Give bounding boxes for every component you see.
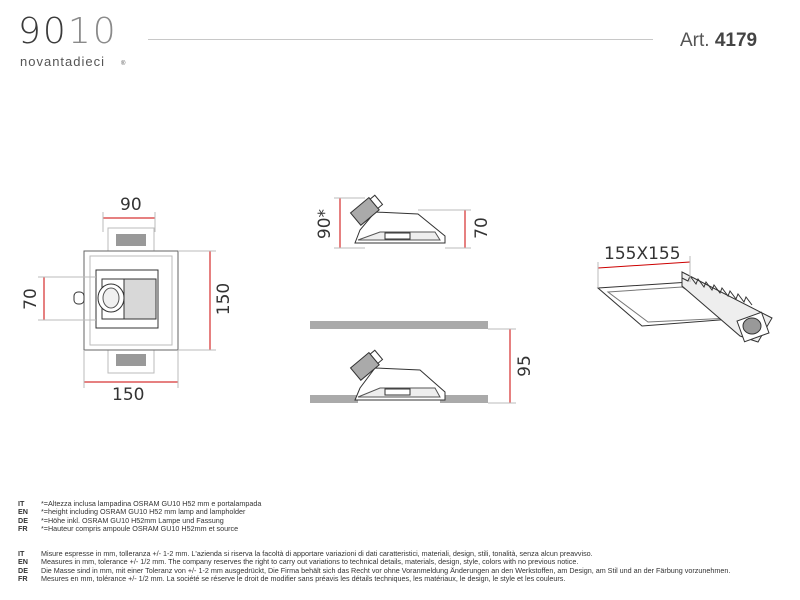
logo-subtitle: novantadieci [20,54,105,69]
dim-front-height-left: 70 [21,288,41,310]
cutout-view [598,256,772,342]
note-row: EN Measures in mm, tolerance +/- 1/2 mm. The company reserves the right to carry out variations to technical details, materials, design, style, colors with no previous notice. [18,557,579,567]
dim-side-height: 70 [472,217,492,239]
dim-side-height-star: 90* [315,208,335,240]
side-view [334,194,471,248]
dim-front-bottom-width: 150 [112,385,145,405]
notes-measures [18,550,730,583]
dim-front-width: 90 [120,195,142,215]
dim-cutout: 155X155 [604,244,681,264]
dim-front-height-right: 150 [214,282,234,316]
note-row: FR Mesures en mm, tolérance +/- 1/2 mm. La société se réserve le droit de modifier sans préavis les détails techniques, les matériaux, le design, le style et les couleurs. [18,573,566,583]
installed-view [310,321,516,403]
dim-installed-depth: 95 [515,355,535,377]
note-row: DE *=Höhe inkl. OSRAM GU10 H52mm Lampe und Fassung [18,515,224,525]
note-row: IT *=Altezza inclusa lampadina OSRAM GU10 H52 mm e portalampada [18,499,262,508]
note-row: IT Misure espresse in mm, tolleranza +/- 1-2 mm. L'azienda si riserva la facoltà di apportare variazioni di dati caratteristici, materiali, design, stili, tonalità, senza alcun preavviso. [18,549,593,558]
note-row: EN *=height including OSRAM GU10 H52 mm lamp and lampholder [18,507,246,517]
logo-registered-mark: ® [121,61,126,67]
notes-height [18,500,261,533]
article-prefix: Art. [680,30,710,51]
front-view [38,212,216,388]
logo-part2: 10 [67,11,118,52]
article-number: 4179 [714,30,758,51]
note-row: DE Die Masse sind in mm, mit einer Toleranz von +/- 1-2 mm ausgedrückt, Die Firma behält sich das Recht vor ohne Voranmeldung Änderungen an den Werkstoffen, am Design, am Stil und an der Färbung vorzunehmen. [18,565,731,575]
note-row: FR *=Hauteur compris ampoule OSRAM GU10 H52mm et source [18,523,239,533]
logo-part1: 90 [18,11,68,52]
